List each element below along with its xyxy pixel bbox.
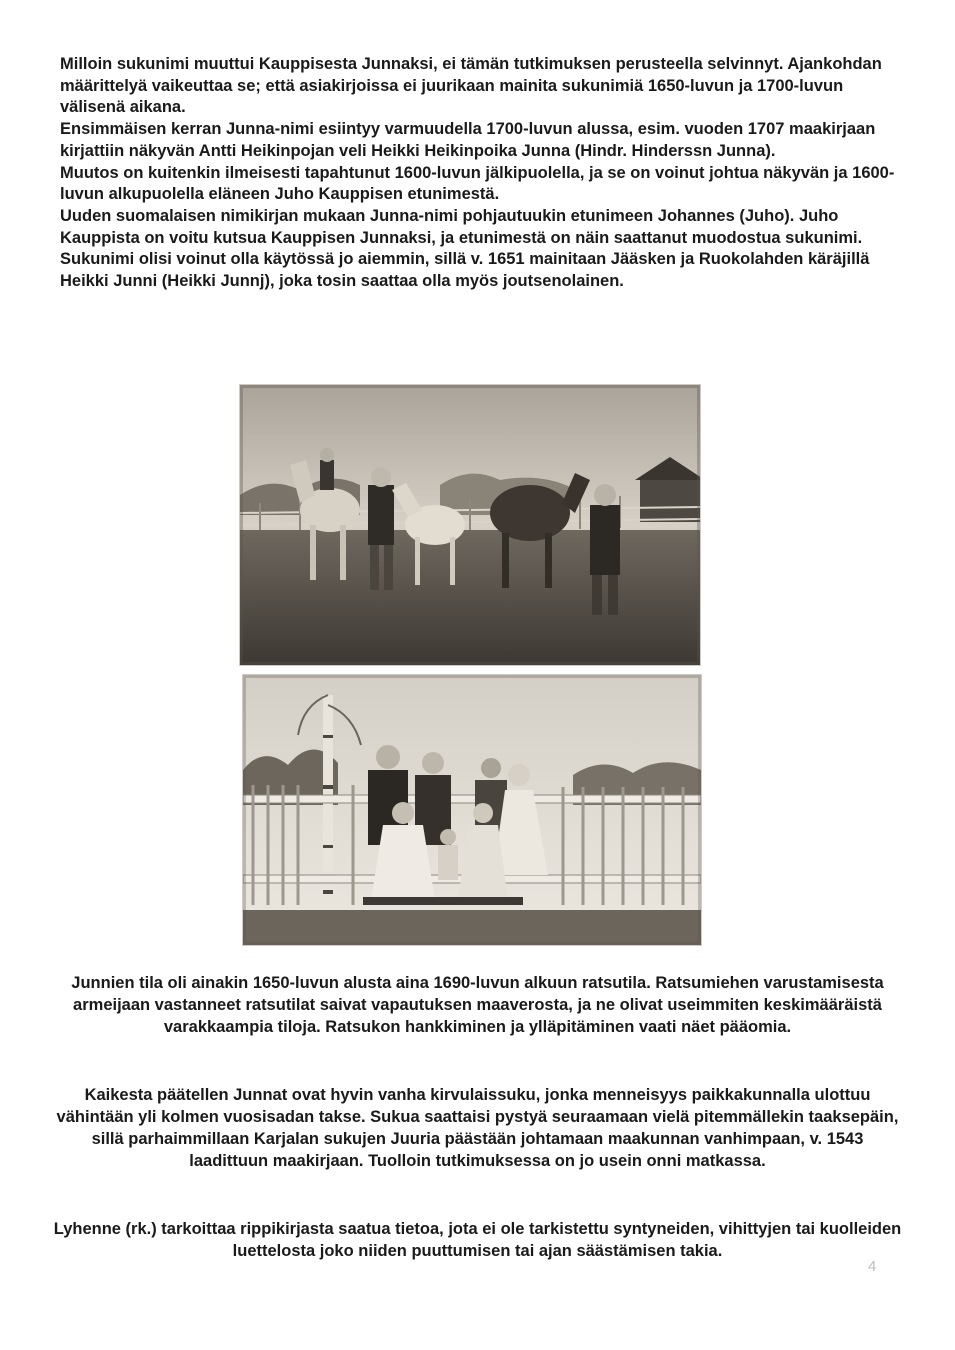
- paragraph-change-origin: Muutos on kuitenkin ilmeisesti tapahtunut 1600-luvun jälkipuolella, ja se on voinut johtua näkyvän ja 1600-luvun alkupuolella eläneen Juho Kauppisen etunimestä.: [60, 163, 895, 204]
- paragraph-surname-change: Milloin sukunimi muuttui Kauppisesta Junnaksi, ei tämän tutkimuksen perusteella selvinnyt. Ajankohdan määrittelyä vaikeuttaa se; että asiakirjoissa ei juurikaan mainita sukunimiä 1650-luvun ja 1700-luvun välisenä aikana.: [60, 55, 882, 117]
- page-number: 4: [868, 1258, 877, 1275]
- photo-family-image: [243, 675, 701, 945]
- photo-family-group: [243, 675, 701, 945]
- lyhenne-text: Lyhenne (rk.) tarkoittaa rippikirjasta saatua tietoa, jota ei ole tarkistettu syntyneiden, vihittyjen tai kuolleiden luettelosta joko niiden puuttumisen tai ajan säästämisen takia.: [53, 1220, 902, 1260]
- photo-horses-and-men: [240, 385, 700, 665]
- intro-text-block: [60, 54, 900, 293]
- kirvulaissuku-text: Kaikesta päätellen Junnat ovat hyvin vanha kirvulaissuku, jonka menneisyys paikkakunnalla ulottuu vähintään yli kolmen vuosisadan takse. Sukua saattaisi pystyä seuraamaan vielä pitemmällekin taaksepäin, sillä parhaimmillaan Karjalan sukujen Juuria päästään johtamaan maakunnan vanhimpaan, v. 1543 laadittuun maakirjaan. Tuolloin tutkimuksessa on jo usein onni matkassa.: [56, 1086, 899, 1170]
- paragraph-kirvulaissuku: [50, 1084, 905, 1172]
- paragraph-first-mention: Ensimmäisen kerran Junna-nimi esiintyy varmuudella 1700-luvun alussa, esim. vuoden 1707 maakirjaan kirjattiin näkyvän Antti Heikinpojan veli Heikki Heikinpoika Junna (Hindr. Hinderssn Junna).: [60, 120, 876, 160]
- ratsutila-text: Junnien tila oli ainakin 1650-luvun alusta aina 1690-luvun alkuun ratsutila. Ratsumiehen varustamisesta armeijaan vastanneet ratsutilat saivat vapautuksen maaverosta, ja ne olivat useimmiten keskimääräistä varakkaampia tiloja. Ratsukon hankkiminen ja ylläpitäminen vaati näet pääomia.: [71, 974, 884, 1036]
- paragraph-earlier-use: Sukunimi olisi voinut olla käytössä jo aiemmin, sillä v. 1651 mainitaan Jääsken ja Ruokolahden käräjillä Heikki Junni (Heikki Junnj), joka tosin saattaa olla myös joutsenolainen.: [60, 250, 870, 291]
- photo-horses-image: [240, 385, 700, 665]
- paragraph-ratsutila: [50, 972, 905, 1038]
- paragraph-lyhenne: [50, 1218, 905, 1262]
- paragraph-name-book: Uuden suomalaisen nimikirjan mukaan Junna-nimi pohjautuukin etunimeen Johannes (Juho). Juho Kauppista on voitu kutsua Kauppisen Junnaksi, ja etunimestä on näin saattanut muodostua sukunimi.: [60, 206, 863, 247]
